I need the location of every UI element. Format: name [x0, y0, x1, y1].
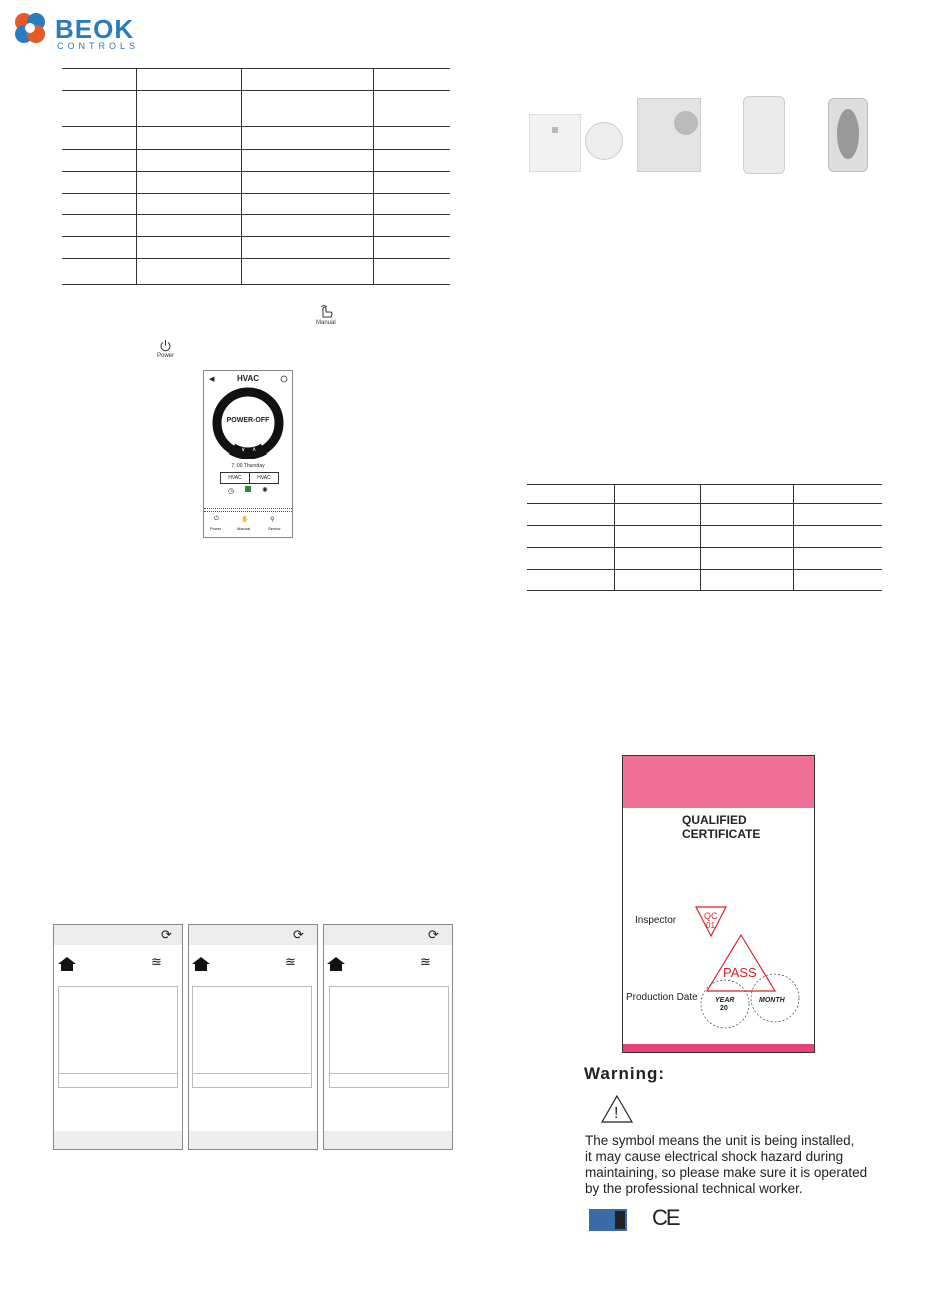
tab-bar	[54, 1131, 182, 1149]
warning-line-4: by the professional technical worker.	[585, 1181, 803, 1196]
bottom-sensor-label: Sensor	[268, 526, 281, 531]
lock-icon[interactable]	[245, 486, 251, 492]
product-front-image	[529, 114, 581, 172]
brand-logo	[10, 8, 140, 51]
product-open-image	[637, 98, 701, 172]
refresh-icon[interactable]: ⟳	[293, 927, 304, 942]
bottom-power-label: Power	[210, 526, 222, 531]
content-panel	[58, 986, 178, 1074]
product-dial-image	[585, 122, 623, 160]
manual-hand-icon	[318, 304, 334, 319]
certificate-title-1: QUALIFIED	[682, 813, 747, 827]
product-knob-image	[828, 98, 868, 172]
manual-label: Manual	[316, 320, 336, 326]
input-bar[interactable]	[329, 1073, 449, 1088]
certificate-footer	[623, 1044, 814, 1052]
app-screen-1	[53, 924, 183, 1150]
brand-name: BEOK	[55, 14, 135, 44]
content-panel	[329, 986, 449, 1074]
warning-line-3: maintaining, so please make sure it is operated	[585, 1165, 868, 1180]
year-dial	[699, 978, 751, 1030]
power-icon	[159, 339, 172, 352]
divider	[204, 508, 292, 509]
clock-icon[interactable]: ◷	[228, 488, 235, 495]
mode-selector	[220, 472, 279, 484]
refresh-icon[interactable]: ⟳	[428, 927, 439, 942]
bottom-manual-label: Manual	[237, 526, 251, 531]
mode-left[interactable]: HVAC	[228, 475, 242, 481]
svg-text:01: 01	[706, 921, 715, 930]
warning-heading: Warning:	[584, 1064, 666, 1083]
mode-right[interactable]: HVAC	[257, 475, 271, 481]
app-screen-2	[188, 924, 318, 1150]
tab-bar	[324, 1131, 452, 1149]
manual-small-icon[interactable]: ✋	[241, 517, 249, 523]
fan-icon[interactable]: ✺	[262, 487, 268, 494]
warning-body	[585, 1133, 905, 1197]
ring-status: POWER-OFF	[226, 417, 270, 424]
wifi-icon: ≊	[420, 954, 431, 969]
year-prefix: 20	[720, 1005, 728, 1012]
warning-line-2: it may cause electrical shock hazard during	[585, 1149, 844, 1164]
wifi-icon: ≊	[285, 954, 296, 969]
datetime: 7 :00 Thursday	[231, 463, 265, 469]
refresh-icon[interactable]: ⟳	[161, 927, 172, 942]
power-small-icon[interactable]: ⏻	[214, 516, 219, 522]
svg-text:∨: ∨	[241, 447, 246, 453]
power-label: Power	[157, 353, 175, 359]
qualified-certificate	[622, 755, 815, 1053]
quality-mark-logo	[589, 1209, 627, 1231]
app-screen-3	[323, 924, 453, 1150]
logo-mark-icon	[10, 8, 50, 48]
product-side-image	[743, 96, 785, 174]
certificate-title-2: CERTIFICATE	[682, 827, 761, 841]
month-label: MONTH	[759, 997, 785, 1004]
year-label: YEAR	[715, 997, 735, 1004]
ce-mark: CE	[652, 1205, 679, 1230]
screen-title: HVAC	[236, 374, 260, 383]
warning-triangle-icon	[600, 1094, 634, 1124]
home-icon[interactable]	[326, 956, 346, 972]
content-panel	[192, 986, 312, 1074]
wifi-icon: ≊	[151, 954, 162, 969]
home-icon[interactable]	[191, 956, 211, 972]
refresh-icon[interactable]	[280, 375, 288, 383]
back-arrow-icon[interactable]: ◀	[209, 376, 215, 383]
sensor-small-icon[interactable]: ⚲	[270, 517, 275, 523]
svg-text:QC: QC	[704, 911, 718, 921]
hvac-app-screen	[203, 370, 293, 538]
input-bar[interactable]	[192, 1073, 312, 1088]
pass-text: PASS	[723, 965, 757, 980]
production-date-label: Production Date	[626, 992, 698, 1003]
svg-text:!: !	[614, 1105, 619, 1122]
svg-text:∧: ∧	[252, 447, 257, 453]
home-icon[interactable]	[57, 956, 77, 972]
certificate-header	[623, 756, 814, 808]
brand-tagline: CONTROLS	[57, 41, 140, 51]
inspector-label: Inspector	[635, 915, 677, 926]
input-bar[interactable]	[58, 1073, 178, 1088]
tab-bar	[189, 1131, 317, 1149]
warning-line-1: The symbol means the unit is being installed,	[585, 1133, 855, 1148]
